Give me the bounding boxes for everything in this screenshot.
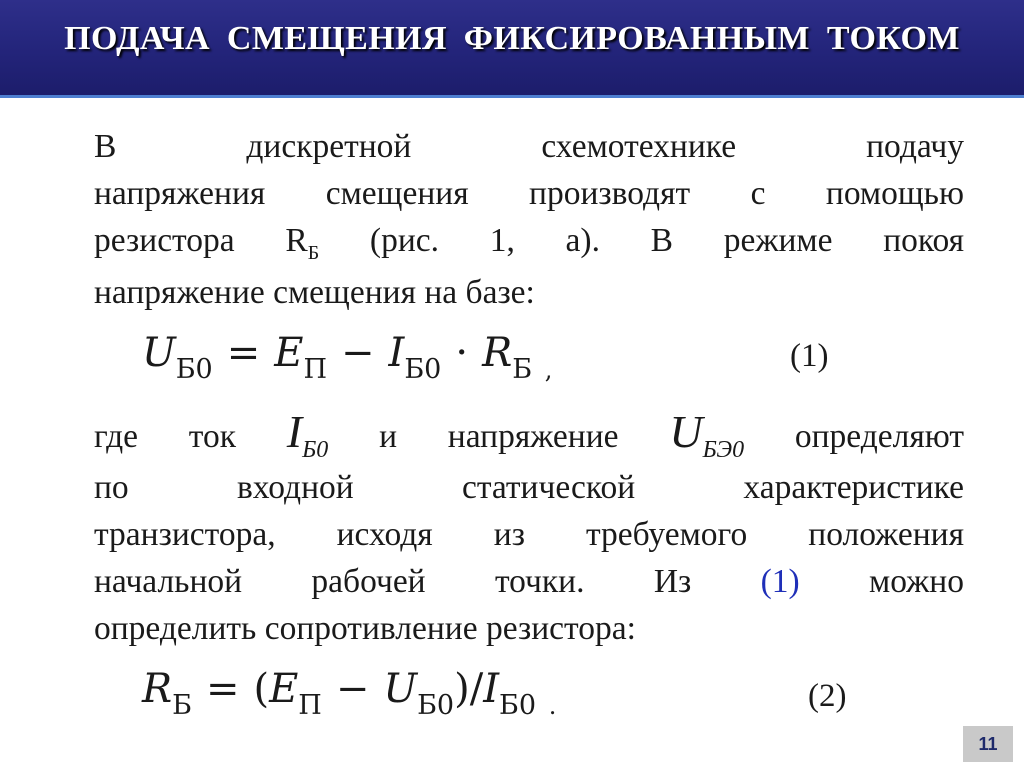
equation-number-1: (1) [790,338,829,374]
formula-1: $U_{Б0} = E_П - I_{Б0} \cdot R_Б$ $_,$ [142,330,553,385]
equation-number-2: (2) [808,678,847,714]
text-line: определить сопротивление резистора: [94,610,636,647]
text-line: по входной статической характеристике [94,469,964,506]
text-line: напряжения смещения производят с помощью [94,175,964,212]
text-line: напряжение смещения на базе: [94,274,535,311]
page-number: 11 [978,734,998,754]
text-line: начальной рабочей точки. Из (1) можно [94,563,964,600]
slide-title: ПОДАЧА СМЕЩЕНИЯ ФИКСИРОВАННЫМ ТОКОМ [64,20,960,57]
paragraph-explanation [94,406,965,652]
subscript: Б [307,242,320,264]
text-line: где ток $I_{Б0}$ и напряжение $U_{БЭ0}$ определяют [94,406,965,463]
title-bar [0,0,1024,98]
formula-2: $R_Б = (E_П - U_{Б0})/I_{Б0}$ $_.$ [142,666,557,721]
page-number-badge [963,726,1013,762]
equation-reference: (1) [760,563,800,600]
text-line: В дискретной схемотехнике подачу [94,128,964,165]
text-line: транзистора, исходя из требуемого положения [94,516,964,553]
paragraph-intro [94,123,964,316]
text-line: резистора $R_Б$ (рис. 1, а). В режиме покоя [94,222,964,264]
